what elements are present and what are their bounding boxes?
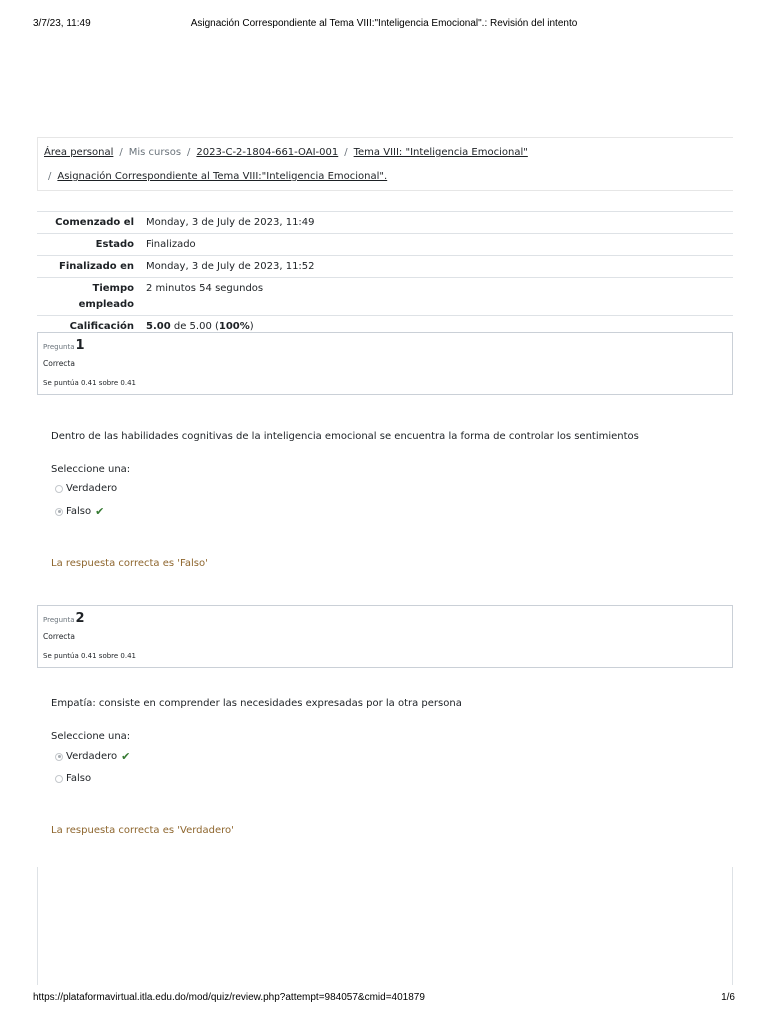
question-1 [37, 332, 733, 605]
answer-option-label: Falso [66, 773, 92, 784]
grade-percent: 100% [218, 321, 250, 332]
answer-prompt: Seleccione una: [51, 464, 131, 475]
breadcrumb-separator: / [344, 147, 348, 158]
check-icon: ✔ [121, 750, 131, 763]
question-info [37, 332, 733, 395]
summary-row [37, 212, 733, 234]
content-border-right [732, 867, 733, 985]
content-border-left [37, 867, 38, 985]
grade-of: de 5.00 ( [170, 321, 219, 332]
summary-value: Monday, 3 de July de 2023, 11:49 [140, 212, 733, 234]
question-grade: Se puntúa 0.41 sobre 0.41 [43, 652, 137, 660]
radio-icon[interactable] [55, 753, 63, 761]
print-url: https://plataformavirtual.itla.edu.do/mod/quiz/review.php?attempt=984057&cmid=401879 [33, 992, 425, 1003]
summary-value: Monday, 3 de July de 2023, 11:52 [140, 256, 733, 278]
summary-row [37, 234, 733, 256]
question-state: Correcta [43, 359, 75, 368]
breadcrumb-course[interactable]: 2023-C-2-1804-661-OAI-001 [196, 147, 339, 158]
attempt-summary-table [37, 211, 733, 338]
summary-label: Comenzado el [37, 212, 140, 234]
summary-row [37, 278, 733, 316]
summary-label: Estado [37, 234, 140, 256]
answer-option-label: Falso [66, 506, 92, 517]
answer-option-label: Verdadero [66, 751, 118, 762]
summary-label: Calificación [37, 316, 140, 338]
question-content [37, 395, 733, 605]
print-title: Asignación Correspondiente al Tema VIII:"Inteligencia Emocional".: Revisión del intento [190, 18, 578, 29]
answer-option-verdadero[interactable] [55, 483, 117, 494]
grade-score: 5.00 [146, 321, 171, 332]
breadcrumb-assignment[interactable]: Asignación Correspondiente al Tema VIII:"Inteligencia Emocional". [57, 171, 388, 182]
question-grade: Se puntúa 0.41 sobre 0.41 [43, 379, 137, 387]
answer-prompt: Seleccione una: [51, 731, 131, 742]
answer-option-label: Verdadero [66, 483, 118, 494]
question-number-value: 1 [75, 338, 85, 353]
question-text: Dentro de las habilidades cognitivas de la inteligencia emocional se encuentra la forma de controlar los sentimientos [51, 431, 639, 442]
grade-close: ) [249, 321, 254, 332]
question-number [43, 338, 85, 353]
radio-icon[interactable] [55, 485, 63, 493]
answer-option-verdadero[interactable] [55, 750, 130, 763]
question-state: Correcta [43, 632, 75, 641]
answer-option-falso[interactable] [55, 773, 91, 784]
question-content [37, 668, 733, 868]
print-datetime: 3/7/23, 11:49 [33, 18, 91, 29]
correct-answer-feedback: La respuesta correcta es 'Verdadero' [51, 825, 234, 836]
breadcrumb-separator: / [119, 147, 123, 158]
question-number [43, 611, 85, 626]
breadcrumb-mis-cursos: Mis cursos [128, 147, 182, 158]
summary-value: 2 minutos 54 segundos [140, 278, 733, 316]
breadcrumb-area-personal[interactable]: Área personal [44, 147, 114, 158]
radio-icon[interactable] [55, 508, 63, 516]
print-page-number: 1/6 [721, 992, 735, 1003]
breadcrumb [37, 137, 733, 191]
breadcrumb-topic[interactable]: Tema VIII: "Inteligencia Emocional" [353, 147, 528, 158]
summary-row [37, 256, 733, 278]
question-2 [37, 605, 733, 868]
question-number-value: 2 [75, 611, 85, 626]
question-label: Pregunta [43, 616, 75, 624]
correct-answer-feedback: La respuesta correcta es 'Falso' [51, 558, 208, 569]
question-label: Pregunta [43, 343, 75, 351]
check-icon: ✔ [95, 505, 105, 518]
summary-label: Tiempo empleado [37, 278, 140, 316]
question-text: Empatía: consiste en comprender las necesidades expresadas por la otra persona [51, 698, 462, 709]
summary-value: Finalizado [140, 234, 733, 256]
summary-label: Finalizado en [37, 256, 140, 278]
breadcrumb-separator: / [187, 147, 191, 158]
radio-icon[interactable] [55, 775, 63, 783]
answer-option-falso[interactable] [55, 505, 104, 518]
question-info [37, 605, 733, 668]
breadcrumb-separator: / [48, 171, 52, 182]
